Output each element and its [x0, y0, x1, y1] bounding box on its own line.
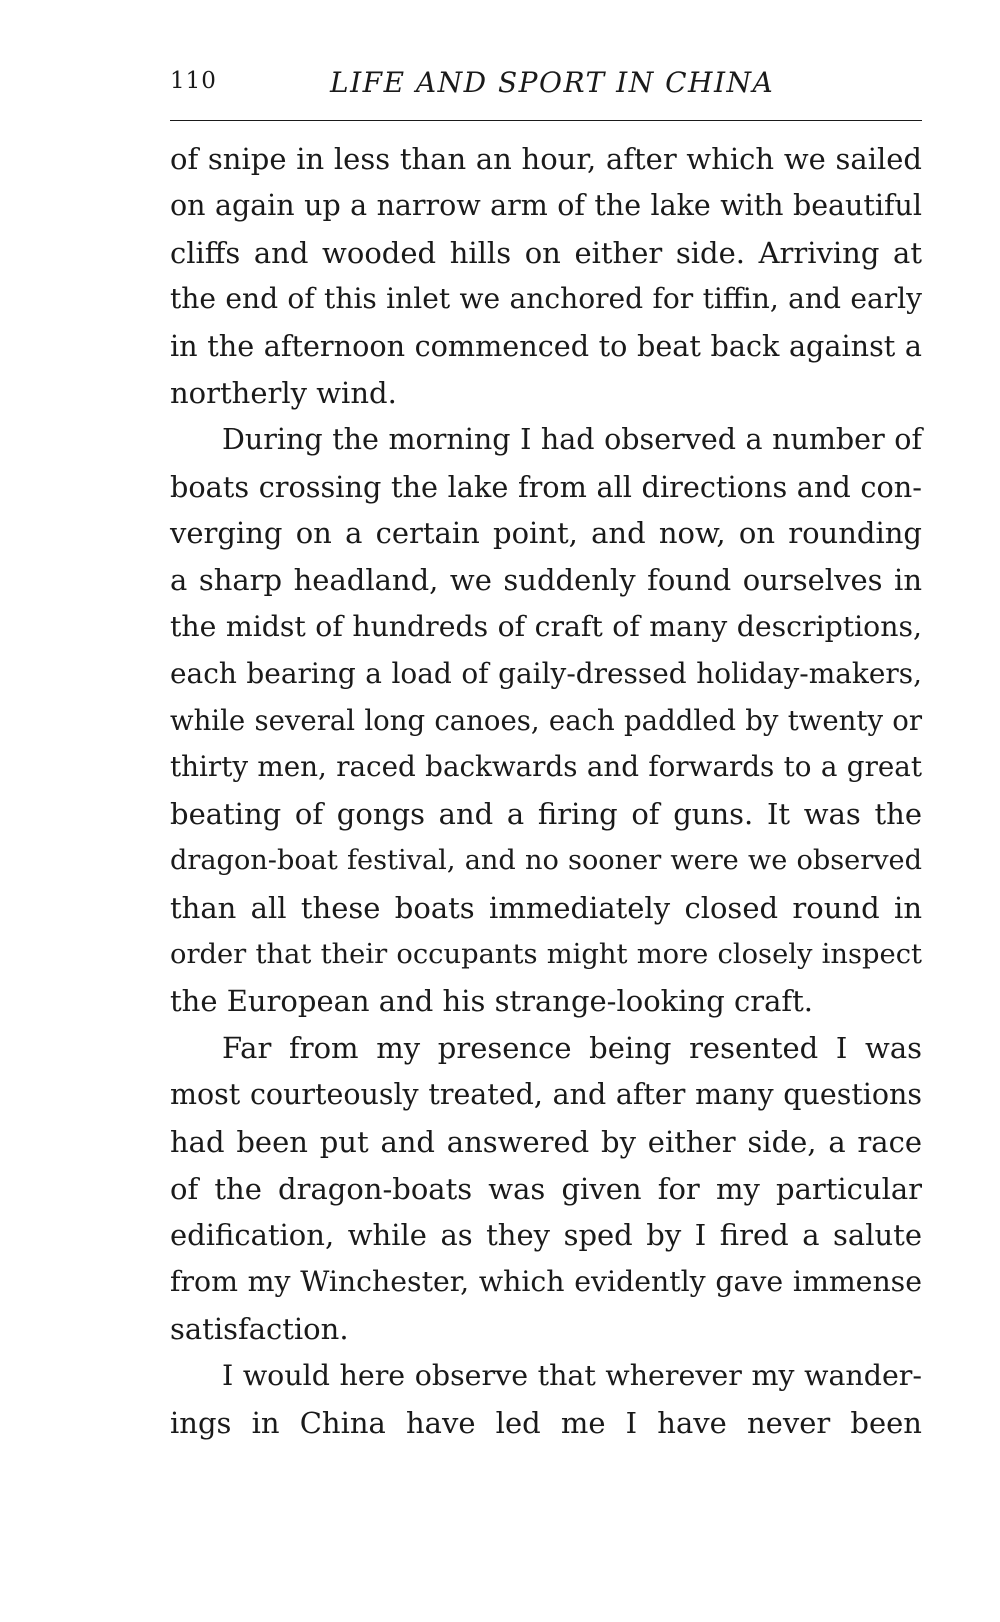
- text-line: each bearing a load of gaily-dressed holiday-makers,: [170, 656, 922, 690]
- text-line: the end of this inlet we anchored for tiffin, and early: [170, 282, 922, 316]
- text-line: than all these boats immediately closed round in: [170, 890, 922, 925]
- text-line: satisfaction.: [170, 1311, 349, 1346]
- text-line: cliffs and wooded hills on either side. Arriving at: [170, 235, 922, 270]
- text-line: thirty men, raced backwards and forwards to a great: [170, 750, 922, 784]
- text-line: verging on a certain point, and now, on rounding: [170, 516, 922, 551]
- text-line: northerly wind.: [170, 375, 397, 410]
- text-line: dragon-boat festival, and no sooner were we observed: [170, 844, 922, 876]
- paragraph-start-line: I would here observe that wherever my wander-: [222, 1358, 922, 1392]
- body-text: [170, 136, 922, 1446]
- text-line: on again up a narrow arm of the lake with beautiful: [170, 188, 922, 222]
- text-line: edification, while as they sped by I fired a salute: [170, 1218, 922, 1253]
- text-line: a sharp headland, we suddenly found ourselves in: [170, 563, 922, 598]
- running-head: LIFE AND SPORT IN CHINA: [330, 66, 775, 99]
- text-line: of the dragon-boats was given for my particular: [170, 1171, 922, 1206]
- text-line: while several long canoes, each paddled by twenty or: [170, 704, 922, 737]
- page-header: [170, 68, 922, 114]
- text-line: beating of gongs and a firing of guns. It was the: [170, 797, 922, 832]
- text-line: from my Winchester, which evidently gave immense: [170, 1265, 922, 1299]
- text-line: the European and his strange-looking craft.: [170, 984, 813, 1019]
- text-line: in the afternoon commenced to beat back against a: [170, 329, 922, 364]
- paragraph-start-line: During the morning I had observed a number of: [222, 422, 922, 456]
- text-line: ings in China have led me I have never been: [170, 1405, 922, 1440]
- text-line: boats crossing the lake from all directions and con-: [170, 469, 922, 504]
- text-line: of snipe in less than an hour, after which we sailed: [170, 142, 922, 176]
- text-line: had been put and answered by either side, a race: [170, 1124, 922, 1159]
- text-line: order that their occupants might more closely inspect: [170, 938, 922, 970]
- header-rule: [170, 120, 922, 121]
- text-line: the midst of hundreds of craft of many descriptions,: [170, 609, 922, 643]
- paragraph-start-line: Far from my presence being resented I was: [222, 1031, 922, 1066]
- page-number: 110: [170, 68, 217, 94]
- text-line: most courteously treated, and after many questions: [170, 1077, 922, 1111]
